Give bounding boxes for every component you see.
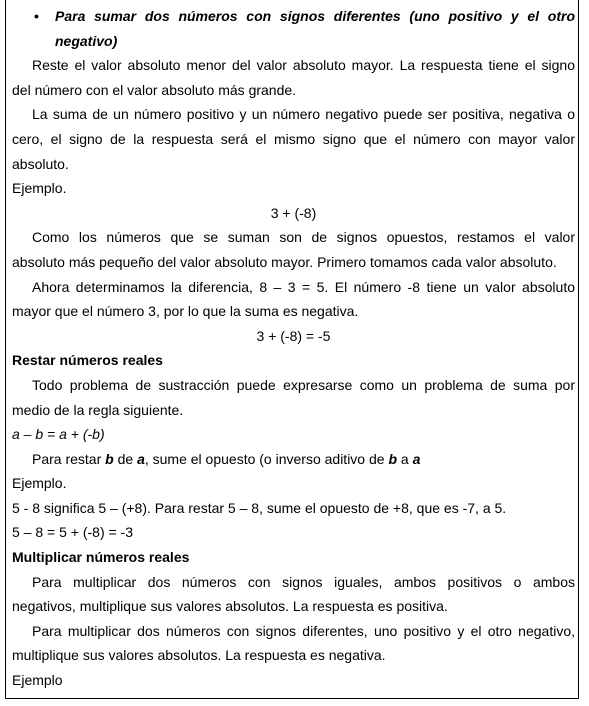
subtract-p2: Para restar b de a, sume el opuesto (o inverso aditivo de b a a <box>32 450 421 467</box>
subtract-example-result: 5 – 8 = 5 + (-8) = -3 <box>12 524 134 541</box>
sum-p2-line3: absoluto. <box>12 155 69 172</box>
multiply-example-label: Ejemplo <box>12 672 63 689</box>
sum-p2-line2: cero, el signo de la respuesta será el mismo signo que el número con mayor valor <box>12 130 575 147</box>
subtract-p1-line1: Todo problema de sustracción puede expresarse como un problema de suma por <box>32 376 575 393</box>
sum-p4-line1: Ahora determinamos la diferencia, 8 – 3 = 5. El número -8 tiene un valor absoluto <box>32 278 575 295</box>
multiply-p2-line1: Para multiplicar dos números con signos diferentes, uno positivo y el otro negativo, <box>32 622 575 639</box>
multiply-p1-line2: negativos, multiplique sus valores absolutos. La respuesta es positiva. <box>12 598 448 615</box>
document-body <box>12 4 575 693</box>
sum-p4-line2: mayor que el número 3, por lo que la suma es negativa. <box>12 303 359 320</box>
subtract-example-line: 5 - 8 significa 5 – (+8). Para restar 5 – 8, sume el opuesto de +8, que es -7, a 5. <box>12 499 507 516</box>
sum-heading-line1: • Para sumar dos números con signos diferentes (uno positivo y el otro <box>12 4 575 29</box>
sum-p2-line1: La suma de un número positivo y un número negativo puede ser positiva, negativa o <box>32 106 575 123</box>
sum-example-label: Ejemplo. <box>12 180 67 197</box>
sum-p1-line1: Reste el valor absoluto menor del valor absoluto mayor. La respuesta tiene el signo <box>32 57 575 74</box>
sum-p1-line2: del número con el valor absoluto más grande. <box>12 81 297 98</box>
sum-p3-line1: Como los números que se suman son de signos opuestos, restamos el valor <box>32 229 575 246</box>
bullet-icon: • <box>34 8 39 24</box>
subtract-heading: Restar números reales <box>12 352 163 369</box>
sum-heading-line2: negativo) <box>55 32 118 49</box>
subtract-p1-line2: medio de la regla siguiente. <box>12 401 184 418</box>
subtract-example-label: Ejemplo. <box>12 475 67 492</box>
sum-result-expr: 3 + (-8) = -5 <box>256 327 331 344</box>
sum-p3-line2: absoluto más pequeño del valor absoluto mayor. Primero tomamos cada valor absoluto. <box>12 253 557 270</box>
multiply-p2-line2: multiplique sus valores absolutos. La respuesta es negativa. <box>12 647 386 664</box>
multiply-p1-line1: Para multiplicar dos números con signos iguales, ambos positivos o ambos <box>32 573 575 590</box>
subtract-rule: a – b = a + (-b) <box>12 426 105 443</box>
multiply-heading: Multiplicar números reales <box>12 549 190 566</box>
sum-example-expr: 3 + (-8) <box>270 204 317 221</box>
